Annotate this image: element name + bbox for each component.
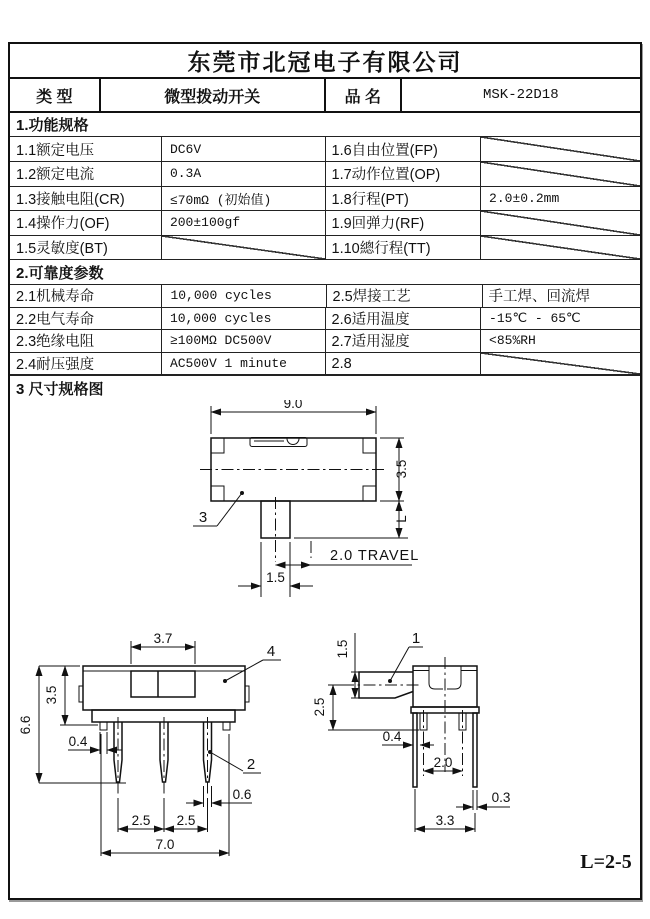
table-row	[10, 353, 640, 376]
dim-lever-height: 1.5	[335, 639, 350, 659]
dim-side-height: 2.5	[312, 697, 327, 717]
dim-stem-width: 1.5	[266, 569, 285, 585]
dim-top-width: 9.0	[283, 399, 303, 411]
dim-side-pitch: 2.0	[433, 754, 453, 770]
spec-label: 1.2额定电流	[10, 162, 162, 186]
document-frame	[8, 42, 642, 900]
spec-value: -15℃ - 65℃	[489, 310, 581, 326]
spec-label: 1.8行程(PT)	[326, 187, 482, 211]
dim-pin-thickness: 0.3	[491, 789, 511, 805]
spec-value-empty	[481, 353, 640, 375]
spec-value: ≤70mΩ (初始值)	[162, 187, 326, 211]
callout-1: 1	[411, 629, 421, 647]
spec-label: 1.5灵敏度(BT)	[10, 236, 162, 260]
table-row	[10, 137, 640, 162]
dim-side-stub: 0.4	[382, 728, 402, 744]
spec-value-empty	[481, 236, 640, 260]
spec-value-empty	[481, 162, 640, 186]
spec-label: 1.7动作位置(OP)	[326, 162, 482, 186]
spec-value: 200±100gf	[162, 211, 326, 235]
table-row	[10, 236, 640, 261]
spec-label: 1.6自由位置(FP)	[326, 137, 482, 161]
section-title-drawing: 3 尺寸规格图	[10, 375, 640, 400]
dim-side-width: 3.3	[435, 812, 455, 828]
spec-label: 2.3绝缘电阻	[10, 330, 162, 352]
spec-value: AC500V 1 minute	[162, 353, 326, 375]
front-view-drawing	[18, 631, 281, 856]
dim-body-height: 3.5	[44, 685, 59, 705]
spec-label: 1.10總行程(TT)	[326, 236, 482, 260]
section-title-reliability: 2.可靠度参数	[10, 260, 640, 285]
title-block	[10, 79, 640, 112]
table-row	[10, 211, 640, 236]
spec-label: 1.9回弹力(RF)	[326, 211, 482, 235]
dim-slot-width: 3.7	[153, 630, 173, 646]
table-row	[10, 285, 640, 308]
spec-label: 2.4耐压强度	[10, 353, 162, 375]
length-note: L=2-5	[580, 850, 632, 873]
type-value: 微型拨动开关	[101, 79, 326, 110]
spec-label: 1.1额定电压	[10, 137, 162, 161]
type-label: 类 型	[10, 79, 101, 110]
dim-stem-length: L	[394, 515, 409, 523]
spec-value: 10,000 cycles	[162, 285, 326, 307]
side-view-drawing	[312, 630, 510, 832]
table-row	[10, 330, 640, 353]
callout-3: 3	[198, 508, 208, 526]
spec-value: 手工焊、回流焊	[488, 289, 591, 306]
spec-label: 2.7适用湿度	[326, 330, 482, 352]
company-name: 东莞市北冠电子有限公司	[187, 49, 463, 76]
dim-total-width: 7.0	[155, 836, 175, 852]
table-row	[10, 187, 640, 212]
spec-label: 2.5焊接工艺	[327, 285, 483, 307]
spec-label: 1.3接触电阻(CR)	[10, 187, 162, 211]
dim-top-height: 3.5	[394, 459, 409, 479]
spec-value: DC6V	[162, 137, 326, 161]
dim-total-height: 6.6	[18, 715, 33, 735]
dim-travel: 2.0 TRAVEL	[330, 547, 420, 564]
dim-pitch-b: 2.5	[176, 812, 196, 828]
callout-4: 4	[266, 642, 276, 660]
spec-value-empty	[481, 137, 640, 161]
spec-label: 2.8	[326, 353, 482, 375]
dim-pin-width: 0.6	[232, 786, 252, 802]
spec-value: 0.3A	[162, 162, 326, 186]
top-view-drawing	[193, 400, 419, 597]
product-value: MSK-22D18	[483, 87, 559, 104]
callout-2: 2	[246, 755, 256, 773]
spec-value-empty	[162, 236, 326, 260]
dimension-drawing-area	[10, 400, 640, 898]
spec-label: 1.4操作力(OF)	[10, 211, 162, 235]
dim-pitch-a: 2.5	[131, 812, 151, 828]
spec-value-empty	[481, 211, 640, 235]
spec-label: 2.6适用温度	[326, 308, 482, 330]
spec-value: 2.0±0.2mm	[489, 190, 560, 206]
dimension-drawing-svg	[10, 400, 636, 898]
dim-stub-width: 0.4	[68, 733, 88, 749]
spec-value: ≥100MΩ DC500V	[162, 330, 326, 352]
spec-value: 10,000 cycles	[162, 308, 326, 330]
spec-label: 2.1机械寿命	[10, 285, 162, 307]
product-label: 品 名	[326, 79, 402, 110]
section-title-functional: 1.功能规格	[10, 113, 640, 138]
spec-value: <85%RH	[489, 333, 536, 349]
company-header	[10, 44, 640, 79]
table-row	[10, 308, 640, 331]
spec-label: 2.2电气寿命	[10, 308, 162, 330]
table-row	[10, 162, 640, 187]
